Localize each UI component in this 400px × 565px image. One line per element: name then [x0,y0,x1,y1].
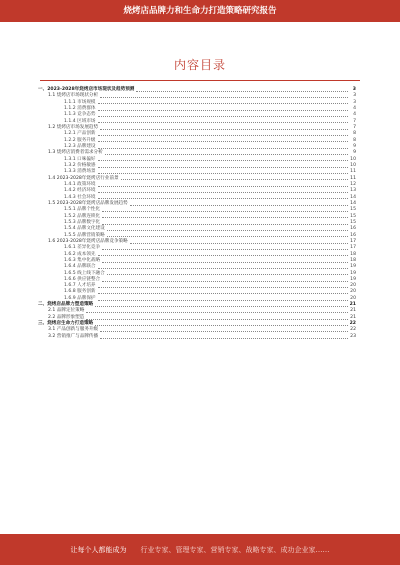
toc-entry-text: 1.1 烧烤店市场现状分析 [48,93,99,99]
toc-title: 内容目录 [173,58,226,72]
toc-entry-page: 10 [350,156,356,162]
toc-entry-page: 19 [350,264,356,270]
toc-entry-text: 二、烧烤店品牌力塑造策略 [38,302,94,308]
toc-entry-text: 1.5 2023-2028年烧烤店品牌发展趋势 [48,200,128,206]
toc-leader-dots [102,211,348,212]
toc-leader-dots [98,135,348,136]
toc-entry-text: 1.5.1 品牌个性化 [64,207,101,213]
toc-entry-page: 20 [350,283,356,289]
toc-leader-dots [98,268,348,269]
toc-leader-dots [136,91,348,92]
toc-entry-page: 22 [349,321,356,327]
toc-entry-page: 9 [353,143,356,149]
toc-entry-page: 9 [353,150,356,156]
toc-entry-text: 1.6.5 线上线下融合 [64,270,105,276]
toc-entry-page: 4 [353,112,356,118]
toc-leader-dots [102,281,348,282]
toc-leader-dots [130,205,348,206]
toc-entry-page: 3 [352,86,356,92]
toc-entry-page: 16 [350,232,356,238]
toc-leader-dots [121,179,348,180]
footer-slogan: 让每个人都能成为 [70,545,127,554]
toc-leader-dots [98,287,348,288]
toc-entry-page: 23 [350,333,356,339]
toc-entry-text: 1.6 2023-2028年烧烤店品牌竞争策略 [48,238,128,244]
toc-leader-dots [100,97,348,98]
toc-entry-text: 1.1.1 市场规模 [64,99,96,105]
toc-entry-page: 19 [350,270,356,276]
toc-entry-text: 1.6.9 品牌保护 [64,295,96,301]
toc-leader-dots [102,217,348,218]
toc-entry-page: 15 [350,213,356,219]
toc-entry-text: 1.3.3 消费场景 [64,169,96,175]
toc-entry-text: 1.5.2 品牌连锁化 [64,213,101,219]
toc-leader-dots [98,192,348,193]
toc-entry-page: 8 [353,137,356,143]
toc-entry-page: 11 [350,169,356,175]
toc-entry-text: 2.1 品牌定位策略 [48,308,85,314]
toc-leader-dots [98,148,348,149]
toc-entry-page: 21 [349,302,356,308]
toc-entry-page: 3 [353,93,356,99]
toc-list [38,87,356,340]
toc-entry-text: 1.5.5 品牌营销策略 [64,232,105,238]
toc-entry-text: 1.6.2 成本领先 [64,251,96,257]
toc-entry-page: 14 [350,200,356,206]
toc-entry-text: 1.3 烧烤店消费者需求分析 [48,150,103,156]
toc-leader-dots [95,306,347,307]
toc-leader-dots [98,141,348,142]
toc-entry-text: 1.3.1 口味偏好 [64,156,96,162]
toc-entry-page: 7 [353,118,356,124]
toc-entry-text: 3.1 产品创新与服务升级 [48,327,99,333]
toc-entry-page: 20 [350,295,356,301]
toc-entry-text: 2.2 品牌形象塑造 [48,314,85,320]
report-title: 烧烤店品牌力和生命力打造策略研究报告 [123,6,277,16]
toc-leader-dots [100,331,348,332]
toc-entry-text: 1.2.2 服务升级 [64,137,96,143]
toc-entry-text: 1.4.2 经济环境 [64,188,96,194]
footer-roles: 行业专家、管理专家、营销专家、战略专家、成功企业家…… [140,545,330,554]
toc-entry-page: 17 [350,245,356,251]
toc-leader-dots [102,249,348,250]
toc-entry-text: 1.5.3 品牌数字化 [64,219,101,225]
toc-entry-text: 1.6.4 品牌联合 [64,264,96,270]
toc-entry[interactable] [38,334,356,340]
toc-entry-text: 1.2.1 产品创新 [64,131,96,137]
toc-leader-dots [98,110,348,111]
toc-entry-text: 1.6.7 人才培养 [64,283,96,289]
toc-entry-text: 一、2023-2028年烧烤店市场现状及趋势预测 [38,86,135,92]
toc-entry-text: 1.2.3 品牌建设 [64,143,96,149]
toc-leader-dots [86,319,348,320]
toc-divider [40,80,360,81]
toc-entry-text: 1.4.1 政策环境 [64,181,96,187]
toc-leader-dots [98,255,348,256]
toc-entry-page: 16 [350,226,356,232]
toc-entry-page: 13 [350,188,356,194]
toc-entry-text: 1.6.6 供应链整合 [64,276,101,282]
toc-entry-page: 15 [350,207,356,213]
toc-entry-page: 21 [350,314,356,320]
toc-leader-dots [98,186,348,187]
toc-entry-text: 1.1.2 消费群体 [64,105,96,111]
toc-leader-dots [98,293,348,294]
toc-leader-dots [98,116,348,117]
toc-leader-dots [100,338,348,339]
toc-entry-text: 1.6.1 差异化竞争 [64,245,101,251]
toc-entry-text: 1.1.3 竞争态势 [64,112,96,118]
toc-leader-dots [98,122,348,123]
toc-leader-dots [102,262,348,263]
toc-entry-text: 1.2 烧烤店市场发展趋势 [48,124,99,130]
toc-entry-page: 18 [350,251,356,257]
toc-entry-page: 22 [350,327,356,333]
toc-entry-page: 8 [353,131,356,137]
toc-entry-text: 1.5.4 品牌文化建设 [64,226,105,232]
toc-entry-text: 1.4 2023-2028年烧烤店行业前景 [48,175,119,181]
toc-leader-dots [105,154,348,155]
toc-entry-text: 1.4.3 社会环境 [64,194,96,200]
footer-bar [0,534,400,565]
toc-leader-dots [98,103,348,104]
toc-entry-text: 1.6.8 服务创新 [64,289,96,295]
toc-leader-dots [107,230,348,231]
toc-entry-text: 1.1.4 区域市场 [64,118,96,124]
toc-leader-dots [107,274,348,275]
toc-entry-page: 21 [350,308,356,314]
toc-entry-text: 1.6.3 集中化战略 [64,257,101,263]
toc-entry-page: 3 [353,99,356,105]
toc-entry-page: 15 [350,219,356,225]
toc-entry-page: 14 [350,194,356,200]
toc-leader-dots [130,243,348,244]
toc-leader-dots [98,160,348,161]
toc-entry-page: 12 [350,181,356,187]
toc-leader-dots [98,173,348,174]
toc-entry-page: 17 [350,238,356,244]
toc-entry-page: 11 [350,175,356,181]
toc-entry-page: 20 [350,289,356,295]
toc-entry-text: 三、烧烤店生命力打造策略 [38,321,94,327]
toc-leader-dots [86,312,348,313]
toc-entry-page: 7 [353,124,356,130]
header-bar [0,0,400,22]
toc-leader-dots [98,167,348,168]
toc-leader-dots [98,198,348,199]
toc-leader-dots [107,236,348,237]
toc-entry-text: 1.3.2 价格敏感 [64,162,96,168]
toc-leader-dots [102,224,348,225]
toc-leader-dots [100,129,348,130]
toc-entry-page: 19 [350,276,356,282]
toc-entry-page: 18 [350,257,356,263]
toc-entry-text: 3.2 营销推广与品牌传播 [48,333,99,339]
toc-entry-page: 10 [350,162,356,168]
toc-leader-dots [95,325,347,326]
toc-leader-dots [98,300,348,301]
toc-entry-page: 4 [353,105,356,111]
